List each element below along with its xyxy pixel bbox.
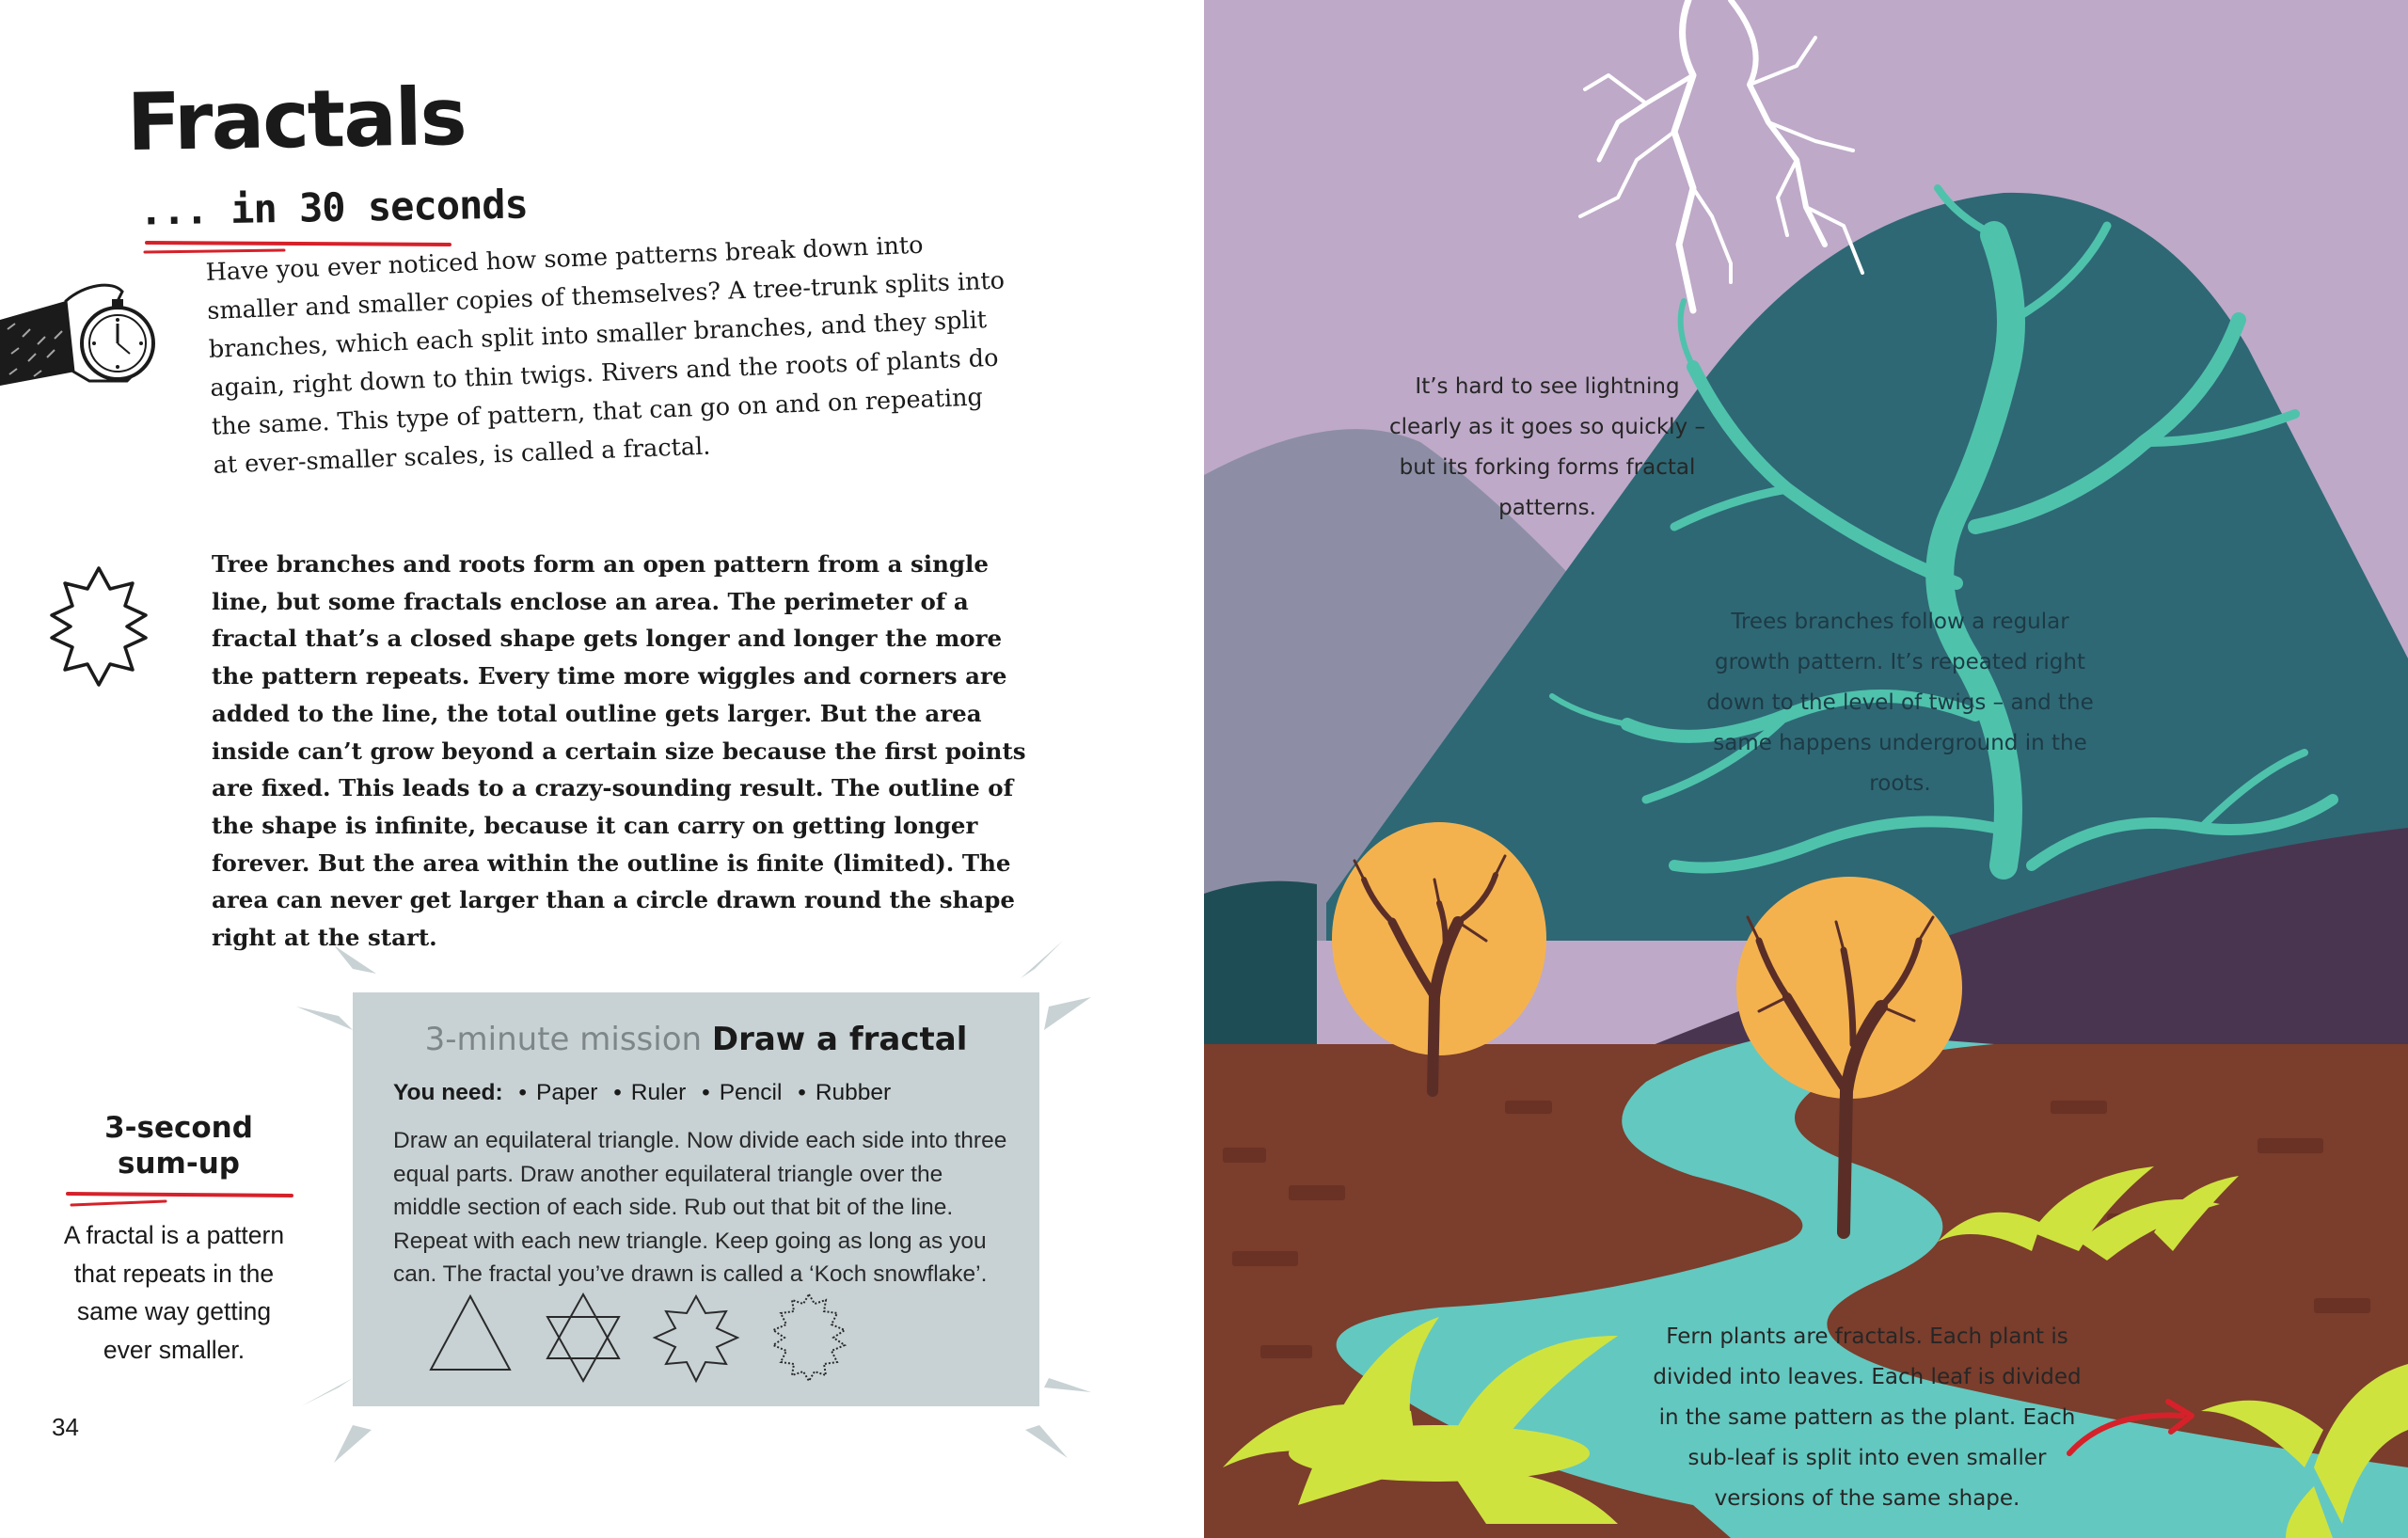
koch-step-2 (547, 1294, 619, 1381)
koch-steps-diagram (423, 1287, 875, 1390)
mission-name: Draw a fractal (711, 1021, 968, 1058)
koch-step-3 (655, 1296, 737, 1381)
needs-item-pencil: Pencil (719, 1080, 783, 1105)
page-title: Fractals (126, 70, 467, 169)
needs-item-paper: Paper (536, 1080, 598, 1105)
koch-step-1 (431, 1296, 510, 1370)
second-paragraph: Tree branches and roots form an open pattern from a single line, but some fractals enclose an area. The perimeter of a fractal that’s a closed shape gets longer and longer the more the pattern repeats. Every time more wiggles and corners are added to the line, the total outline gets larger. But the area inside can’t grow beyond a certain size because the first points are fixed. This leads to a crazy-sounding result. The outline of the shape is infinite, because it can carry on getting longer forever. But the area within the outline is finite (limited). The area can never get larger than a circle drawn round the shape right at the start. (212, 550, 1026, 952)
lightning-caption: It’s hard to see lightning clearly as it goes so quickly – but its forking forms fractal patterns. (1389, 374, 1705, 520)
koch-step-4 (773, 1294, 845, 1381)
sum-up-title-line2: sum-up (118, 1147, 240, 1181)
stopwatch-icon (0, 263, 226, 414)
sum-up-title (66, 1110, 292, 1181)
page-number: 34 (52, 1413, 79, 1441)
ferns-caption: Fern plants are fractals. Each plant is divided into leaves. Each leaf is divided in the same pattern as the plant. Each sub-leaf is split into even smaller versions of the same shape. (1653, 1324, 2082, 1511)
mission-label: 3-minute mission (424, 1021, 703, 1058)
bullet: • (518, 1080, 527, 1105)
koch-snowflake-icon (33, 563, 165, 690)
needs-item-rubber: Rubber (815, 1080, 892, 1105)
bullet: • (798, 1080, 806, 1105)
needs-label: You need: (393, 1080, 503, 1105)
needs-line (393, 1080, 891, 1106)
mission-instructions: Draw an equilateral triangle. Now divide each side into three equal parts. Draw another equilateral triangle over the middle section of each side. Rub out that bit of the line. Repeat with each new triangle. Keep going as long as you can. The fractal you’ve drawn is called a ‘Koch snowflake’. (393, 1128, 1007, 1287)
page-subtitle: ... in 30 seconds (138, 181, 529, 234)
sum-up-underline (62, 1181, 297, 1218)
mission-title (357, 1021, 1035, 1058)
bullet: • (702, 1080, 710, 1105)
right-page (1204, 0, 2408, 1538)
trees-caption: Trees branches follow a regular growth pattern. It’s repeated right down to the level of twigs – and the same happens underground in the roots. (1706, 610, 2094, 796)
bullet: • (613, 1080, 622, 1105)
needs-item-ruler: Ruler (630, 1080, 687, 1105)
sum-up-body: A fractal is a pattern that repeats in the same way getting ever smaller. (63, 1221, 285, 1364)
intro-paragraph: Have you ever noticed how some patterns break down into smaller and smaller copies of themselves? A tree-trunk splits into branches, which each split into smaller branches, and they split again, right down to thin twigs. Rivers and the roots of plants do the same. This type of pattern, that can go on and on repeating at ever-smaller scales, is called a fractal. (205, 230, 1006, 480)
dark-hill-left (1204, 881, 1317, 1063)
sum-up-title-line1: 3-second (104, 1111, 253, 1145)
